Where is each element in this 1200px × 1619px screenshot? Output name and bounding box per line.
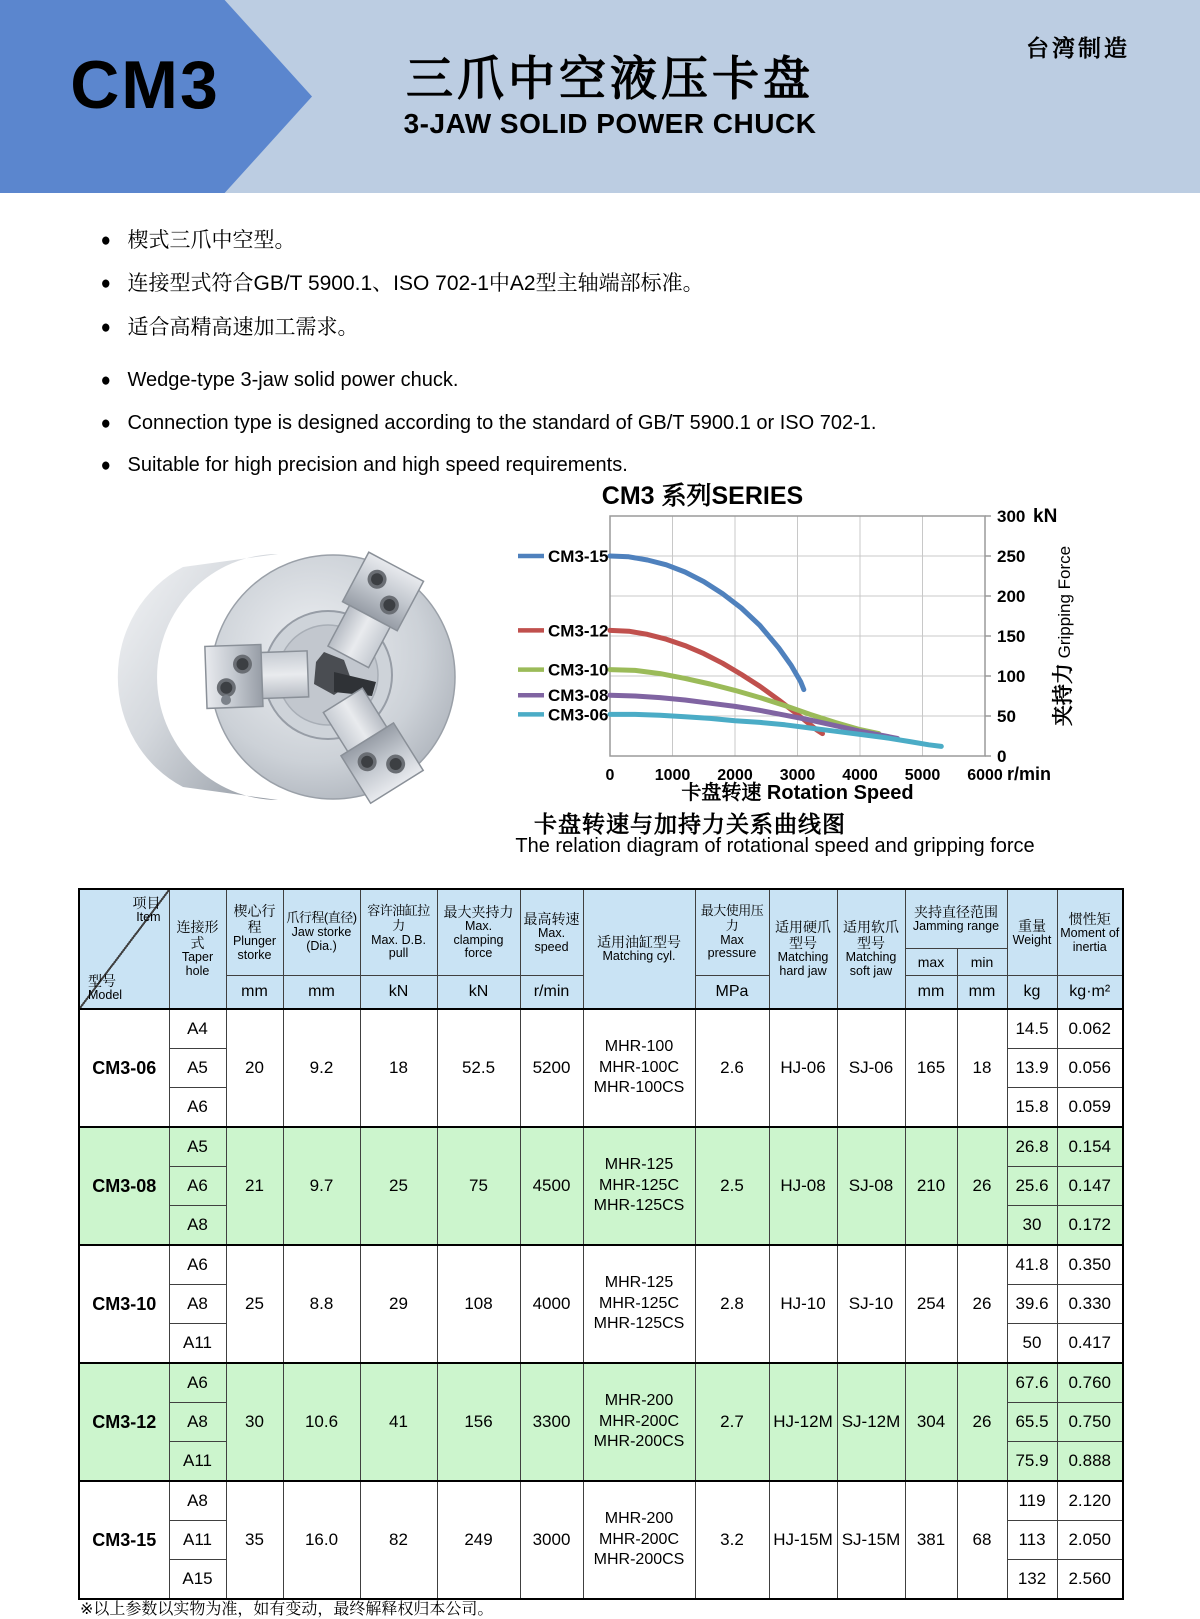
- cell-taper: A4: [169, 1009, 226, 1049]
- cell-range-min: 18: [957, 1009, 1007, 1127]
- bullet-icon: ●: [100, 455, 111, 477]
- y-axis-unit: kN: [1033, 506, 1058, 527]
- header-hard-jaw: 适用硬爪型号 Matching hard jaw: [769, 889, 837, 1009]
- page-title-en: 3-JAW SOLID POWER CHUCK: [403, 108, 817, 139]
- cell-inertia: 0.154: [1057, 1127, 1123, 1167]
- cell-taper: A8: [169, 1285, 226, 1324]
- cell-taper: A8: [169, 1206, 226, 1246]
- header-inertia: 惯性矩 Moment of inertia: [1057, 889, 1123, 976]
- series-CM3-06: [610, 714, 941, 746]
- cell-db-pull: 41: [360, 1363, 437, 1481]
- header-jamming-range: 夹持直径范围 Jamming range: [905, 889, 1007, 949]
- cell-pressure: 2.5: [695, 1127, 769, 1245]
- x-tick-label: 5000: [904, 767, 941, 784]
- bullet-icon: ●: [100, 412, 111, 434]
- cell-speed: 4000: [520, 1245, 583, 1363]
- cell-plunger: 25: [226, 1245, 283, 1363]
- cell-weight: 132: [1007, 1560, 1057, 1600]
- cell-speed: 3300: [520, 1363, 583, 1481]
- product-code: CM3: [70, 47, 220, 123]
- cell-weight: 30: [1007, 1206, 1057, 1246]
- table-row: [79, 1481, 1123, 1521]
- cell-matching-cyl: MHR-200 MHR-200C MHR-200CS: [583, 1363, 695, 1481]
- legend-CM3-15: CM3-15: [548, 547, 609, 566]
- cell-weight: 65.5: [1007, 1403, 1057, 1442]
- unit-speed: r/min: [520, 976, 583, 1010]
- cell-weight: 67.6: [1007, 1363, 1057, 1403]
- cell-inertia: 0.062: [1057, 1009, 1123, 1049]
- cell-taper: A11: [169, 1324, 226, 1364]
- bullet-icon: ●: [100, 370, 111, 391]
- cell-inertia: 0.888: [1057, 1442, 1123, 1482]
- header-plunger: 楔心行程 Plunger storke: [226, 889, 283, 976]
- cell-pressure: 2.8: [695, 1245, 769, 1363]
- unit-inertia: kg·m²: [1057, 976, 1123, 1010]
- feature-text: 适合高精高速加工需求。: [127, 315, 359, 339]
- feature-item: [100, 271, 1120, 297]
- cell-plunger: 35: [226, 1481, 283, 1599]
- cell-taper: A5: [169, 1049, 226, 1088]
- cell-inertia: 0.760: [1057, 1363, 1123, 1403]
- feature-text: Wedge-type 3-jaw solid power chuck.: [127, 369, 459, 391]
- table-row: [79, 1009, 1123, 1049]
- cell-soft-jaw: SJ-15M: [837, 1481, 905, 1599]
- x-axis-unit: r/min: [1007, 764, 1052, 784]
- cell-range-min: 26: [957, 1127, 1007, 1245]
- cell-weight: 119: [1007, 1481, 1057, 1521]
- cell-taper: A6: [169, 1167, 226, 1206]
- cell-hard-jaw: HJ-15M: [769, 1481, 837, 1599]
- cell-clamping: 52.5: [437, 1009, 520, 1127]
- cell-inertia: 2.050: [1057, 1521, 1123, 1560]
- x-tick-label: 4000: [842, 767, 878, 784]
- cell-inertia: 0.330: [1057, 1285, 1123, 1324]
- cell-matching-cyl: MHR-200 MHR-200C MHR-200CS: [583, 1481, 695, 1599]
- cell-taper: A8: [169, 1481, 226, 1521]
- cell-matching-cyl: MHR-100 MHR-100C MHR-100CS: [583, 1009, 695, 1127]
- x-tick-label: 2000: [717, 767, 753, 784]
- cell-weight: 14.5: [1007, 1009, 1057, 1049]
- legend-CM3-06: CM3-06: [548, 705, 609, 725]
- cell-soft-jaw: SJ-08: [837, 1127, 905, 1245]
- cell-weight: 13.9: [1007, 1049, 1057, 1088]
- y-tick-label: 50: [997, 707, 1016, 726]
- chart-caption-zh: 卡盘转速与加持力关系曲线图: [534, 811, 846, 837]
- cell-model: CM3-12: [79, 1363, 169, 1481]
- made-in-label: 台湾制造: [1026, 35, 1130, 61]
- cell-clamping: 75: [437, 1127, 520, 1245]
- cell-plunger: 30: [226, 1363, 283, 1481]
- product-photo: [128, 532, 528, 822]
- header-speed: 最高转速 Max. speed: [520, 889, 583, 976]
- cell-db-pull: 82: [360, 1481, 437, 1599]
- header-range-min: min: [957, 949, 1007, 976]
- cell-speed: 3000: [520, 1481, 583, 1599]
- cell-taper: A6: [169, 1088, 226, 1128]
- cell-model: CM3-06: [79, 1009, 169, 1127]
- unit-jaw: mm: [283, 976, 360, 1010]
- y-tick-label: 0: [997, 747, 1007, 766]
- cell-db-pull: 18: [360, 1009, 437, 1127]
- cell-model: CM3-15: [79, 1481, 169, 1599]
- cell-soft-jaw: SJ-12M: [837, 1363, 905, 1481]
- cell-weight: 39.6: [1007, 1285, 1057, 1324]
- header-soft-jaw: 适用软爪型号 Matching soft jaw: [837, 889, 905, 1009]
- chart-title: CM3 系列SERIES: [601, 482, 804, 510]
- cell-inertia: 2.120: [1057, 1481, 1123, 1521]
- cell-inertia: 0.417: [1057, 1324, 1123, 1364]
- chart-block: [510, 476, 1190, 806]
- header-model-item: 项目 Item 型号 Model: [79, 889, 169, 1009]
- cell-jaw-stroke: 8.8: [283, 1245, 360, 1363]
- feature-text: 连接型式符合GB/T 5900.1、ISO 702-1中A2型主轴端部标准。: [127, 272, 704, 296]
- feature-item: [100, 368, 1120, 394]
- feature-item: [100, 411, 1120, 437]
- cell-taper: A8: [169, 1403, 226, 1442]
- x-tick-label: 6000: [967, 767, 1003, 784]
- unit-plunger: mm: [226, 976, 283, 1010]
- header-weight: 重量 Weight: [1007, 889, 1057, 976]
- cell-inertia: 2.560: [1057, 1560, 1123, 1600]
- y-tick-label: 150: [997, 627, 1026, 646]
- cell-hard-jaw: HJ-10: [769, 1245, 837, 1363]
- cell-range-max: 304: [905, 1363, 957, 1481]
- cell-taper: A11: [169, 1442, 226, 1482]
- header-pressure: 最大使用压力 Max pressure: [695, 889, 769, 976]
- feature-text: Connection type is designed according to the standard of GB/T 5900.1 or ISO 702-1.: [127, 411, 877, 434]
- y-tick-label: 250: [997, 547, 1026, 566]
- cell-pressure: 2.7: [695, 1363, 769, 1481]
- table-row: [79, 1363, 1123, 1403]
- cell-model: CM3-08: [79, 1127, 169, 1245]
- cell-weight: 15.8: [1007, 1088, 1057, 1128]
- unit-range-min: mm: [957, 976, 1007, 1010]
- cell-jaw-stroke: 16.0: [283, 1481, 360, 1599]
- table-row: [79, 1127, 1123, 1167]
- cell-speed: 4500: [520, 1127, 583, 1245]
- cell-weight: 113: [1007, 1521, 1057, 1560]
- cell-inertia: 0.056: [1057, 1049, 1123, 1088]
- cell-taper: A11: [169, 1521, 226, 1560]
- bullet-icon: ●: [100, 316, 111, 338]
- cell-jaw-stroke: 9.7: [283, 1127, 360, 1245]
- cell-weight: 50: [1007, 1324, 1057, 1364]
- header-band: [0, 0, 1200, 193]
- cell-plunger: 21: [226, 1127, 283, 1245]
- chart-caption-en: The relation diagram of rotational speed and gripping force: [515, 835, 1035, 857]
- cell-weight: 26.8: [1007, 1127, 1057, 1167]
- feature-text: Suitable for high precision and high speed requirements.: [127, 454, 628, 477]
- cell-db-pull: 25: [360, 1127, 437, 1245]
- y-tick-label: 200: [997, 587, 1026, 606]
- cell-matching-cyl: MHR-125 MHR-125C MHR-125CS: [583, 1127, 695, 1245]
- cell-matching-cyl: MHR-125 MHR-125C MHR-125CS: [583, 1245, 695, 1363]
- cell-range-min: 26: [957, 1245, 1007, 1363]
- gripping-force-chart: [510, 506, 1190, 784]
- x-tick-label: 1000: [654, 767, 691, 784]
- cell-range-max: 254: [905, 1245, 957, 1363]
- cell-inertia: 0.147: [1057, 1167, 1123, 1206]
- cell-model: CM3-10: [79, 1245, 169, 1363]
- y-axis-title: 夹持力 Gripping Force: [1052, 545, 1075, 727]
- cell-soft-jaw: SJ-06: [837, 1009, 905, 1127]
- cell-clamping: 108: [437, 1245, 520, 1363]
- spec-table: [78, 888, 1124, 1600]
- cell-taper: A6: [169, 1245, 226, 1285]
- cell-range-max: 381: [905, 1481, 957, 1599]
- cell-taper: A6: [169, 1363, 226, 1403]
- cell-clamping: 156: [437, 1363, 520, 1481]
- cell-weight: 25.6: [1007, 1167, 1057, 1206]
- unit-weight: kg: [1007, 976, 1057, 1010]
- header-taper: 连接形式 Taper hole: [169, 889, 226, 1009]
- cell-inertia: 0.172: [1057, 1206, 1123, 1246]
- feature-list-zh: [100, 228, 1120, 358]
- cell-range-max: 210: [905, 1127, 957, 1245]
- cell-range-min: 26: [957, 1363, 1007, 1481]
- feature-item: [100, 315, 1120, 341]
- cell-jaw-stroke: 10.6: [283, 1363, 360, 1481]
- unit-range-max: mm: [905, 976, 957, 1010]
- cell-clamping: 249: [437, 1481, 520, 1599]
- bullet-icon: ●: [100, 273, 111, 295]
- cell-speed: 5200: [520, 1009, 583, 1127]
- cell-range-max: 165: [905, 1009, 957, 1127]
- unit-pressure: MPa: [695, 976, 769, 1010]
- cell-hard-jaw: HJ-06: [769, 1009, 837, 1127]
- cell-soft-jaw: SJ-10: [837, 1245, 905, 1363]
- footnote: ※以上参数以实物为准，如有变动，最终解释权归本公司。: [80, 1601, 494, 1618]
- bullet-icon: ●: [100, 230, 111, 251]
- cell-hard-jaw: HJ-08: [769, 1127, 837, 1245]
- legend-CM3-08: CM3-08: [548, 686, 609, 706]
- x-tick-label: 3000: [779, 767, 816, 784]
- cell-pressure: 2.6: [695, 1009, 769, 1127]
- cell-inertia: 0.350: [1057, 1245, 1123, 1285]
- feature-item: [100, 228, 1120, 254]
- cell-weight: 41.8: [1007, 1245, 1057, 1285]
- cell-range-min: 68: [957, 1481, 1007, 1599]
- cell-inertia: 0.059: [1057, 1088, 1123, 1128]
- cell-taper: A15: [169, 1560, 226, 1600]
- cell-inertia: 0.750: [1057, 1403, 1123, 1442]
- cell-hard-jaw: HJ-12M: [769, 1363, 837, 1481]
- page-title-zh: 三爪中空液压卡盘: [406, 52, 814, 105]
- header-matching-cyl: 适用油缸型号 Matching cyl.: [583, 889, 695, 1009]
- y-tick-label: 300: [997, 507, 1026, 526]
- unit-clamp: kN: [437, 976, 520, 1010]
- cell-db-pull: 29: [360, 1245, 437, 1363]
- cell-plunger: 20: [226, 1009, 283, 1127]
- header-jaw-stroke: 爪行程(直径) Jaw storke (Dia.): [283, 889, 360, 976]
- table-row: [79, 1245, 1123, 1285]
- legend-CM3-12: CM3-12: [548, 621, 609, 641]
- feature-text: 楔式三爪中空型。: [127, 229, 296, 252]
- cell-weight: 75.9: [1007, 1442, 1057, 1482]
- header-range-max: max: [905, 949, 957, 976]
- x-tick-label: 0: [605, 767, 615, 784]
- cell-pressure: 3.2: [695, 1481, 769, 1599]
- unit-pull: kN: [360, 976, 437, 1010]
- cell-jaw-stroke: 9.2: [283, 1009, 360, 1127]
- cell-taper: A5: [169, 1127, 226, 1167]
- x-axis-label: 卡盘转速 Rotation Speed: [681, 782, 914, 804]
- header-db-pull: 容许油缸拉力 Max. D.B. pull: [360, 889, 437, 976]
- y-tick-label: 100: [997, 667, 1026, 686]
- header-clamping: 最大夹持力 Max. clamping force: [437, 889, 520, 976]
- legend-CM3-10: CM3-10: [548, 660, 609, 680]
